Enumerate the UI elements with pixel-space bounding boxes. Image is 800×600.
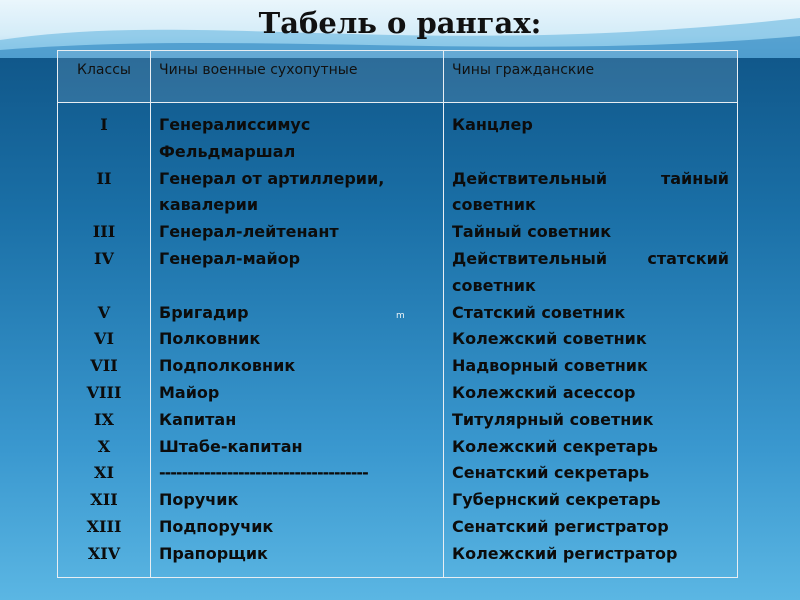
civil-rank: Сенатский регистратор: [452, 516, 669, 536]
class-numeral: V: [97, 302, 111, 322]
civil-rank: Титулярный советник: [452, 409, 654, 429]
civil-rank: советник: [452, 195, 536, 215]
civil-rank: Колежский секретарь: [452, 436, 659, 456]
military-rank: Подполковник: [159, 356, 296, 376]
military-rank: Майор: [159, 382, 220, 402]
military-rank: Бригадир: [159, 302, 249, 322]
class-numeral: III: [92, 222, 116, 242]
class-numeral: VII: [90, 356, 118, 376]
class-numeral: [58, 192, 150, 219]
stray-marker-glyph: m: [396, 311, 405, 321]
header-military-ranks: Чины военные сухопутные: [151, 51, 444, 103]
civil-rank: Действительный тайный: [452, 168, 729, 188]
military-rank: кавалерии: [159, 195, 259, 215]
class-numeral: IV: [94, 248, 114, 268]
civil-rank: Колежский советник: [452, 329, 647, 349]
slide-title: Табель о рангах:: [258, 6, 542, 40]
military-rank: Поручик: [159, 490, 239, 510]
military-rank: Генерал от артиллерии,: [159, 168, 385, 188]
civil-rank: Статский советник: [452, 302, 626, 322]
class-numeral: XII: [90, 490, 118, 510]
military-rank: Генерал-лейтенант: [159, 222, 339, 242]
military-rank: Капитан: [159, 409, 237, 429]
military-rank: Полковник: [159, 329, 261, 349]
military-rank: [159, 273, 443, 300]
class-numeral: VI: [94, 329, 114, 349]
civil-rank: Действительный статский: [452, 248, 729, 268]
class-numeral: XI: [94, 463, 114, 483]
civil-rank: Канцлер: [452, 115, 533, 134]
military-rank: Генералиссимус: [159, 115, 311, 134]
class-numeral: IX: [94, 409, 114, 429]
civil-rank: [452, 139, 729, 166]
civil-rank: Колежский асессор: [452, 382, 636, 402]
civil-rank: Надворный советник: [452, 356, 648, 376]
classes-column: [58, 103, 151, 578]
military-rank: Генерал-майор: [159, 248, 301, 268]
header-classes: Классы: [58, 51, 151, 103]
class-numeral: [58, 139, 150, 166]
military-ranks-column: [151, 103, 444, 578]
class-numeral: I: [100, 115, 108, 134]
civil-rank: Сенатский секретарь: [452, 463, 650, 483]
civil-rank: Тайный советник: [452, 222, 612, 242]
class-numeral: VIII: [86, 382, 122, 402]
class-numeral: X: [97, 436, 111, 456]
civil-rank: Губернский секретарь: [452, 490, 661, 510]
header-civil-ranks: Чины гражданские: [444, 51, 738, 103]
civil-rank: Колежский регистратор: [452, 543, 678, 563]
military-rank: Штабе-капитан: [159, 436, 303, 456]
class-numeral: XIV: [87, 543, 121, 563]
class-numeral: II: [96, 168, 112, 188]
civil-ranks-column: [444, 103, 738, 578]
dashed-separator: -------------------------------------: [159, 463, 368, 483]
table-header-row: [58, 51, 738, 103]
military-rank: Фельдмаршал: [159, 141, 296, 161]
class-numeral: XIII: [86, 516, 122, 536]
table-body-row: [58, 103, 738, 578]
civil-rank: советник: [452, 275, 536, 295]
military-rank: Прапорщик: [159, 543, 268, 563]
class-numeral: [58, 273, 150, 300]
military-rank: Подпоручик: [159, 516, 274, 536]
